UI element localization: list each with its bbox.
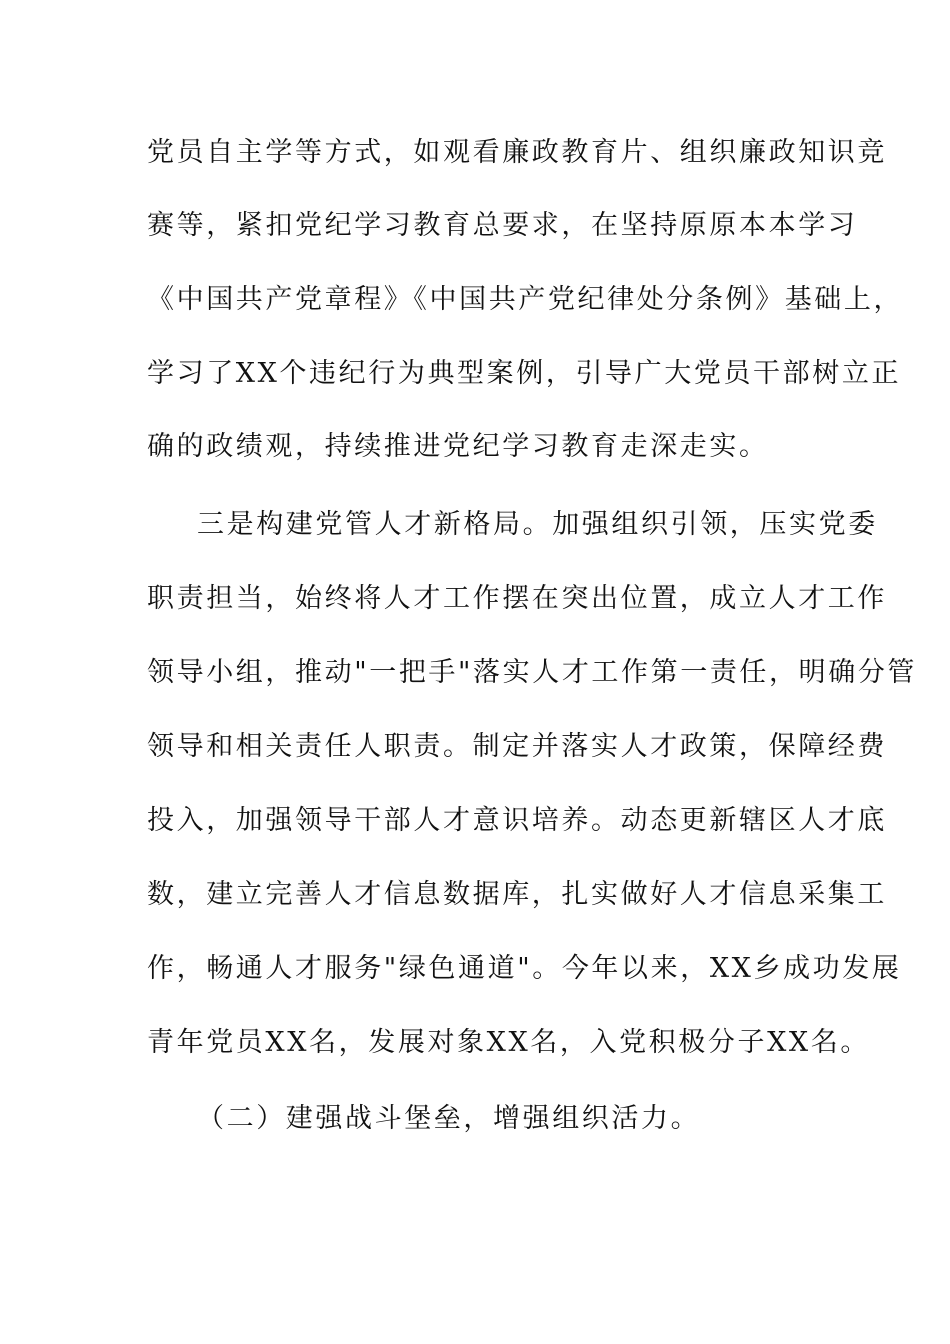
paragraph-line: 党员自主学等方式，如观看廉政教育片、组织廉政知识竞 [147,137,887,168]
paragraph-line: 三是构建党管人才新格局。加强组织引领，压实党委 [197,509,878,540]
paragraph-line: 领导小组，推动"一把手"落实人才工作第一责任，明确分管 [147,657,918,688]
paragraph-line: 投入，加强领导干部人才意识培养。动态更新辖区人才底 [147,805,887,836]
section-heading: （二）建强战斗堡垒，增强组织活力。 [197,1103,701,1134]
paragraph-line: 《中国共产党章程》《中国共产党纪律处分条例》基础上， [147,284,904,315]
paragraph-line: 领导和相关责任人职责。制定并落实人才政策，保障经费 [147,731,887,762]
paragraph-line: 青年党员XX名，发展对象XX名，入党积极分子XX名。 [147,1027,870,1058]
paragraph-line: 数，建立完善人才信息数据库，扎实做好人才信息采集工 [147,879,887,910]
paragraph-line: 作，畅通人才服务"绿色通道"。今年以来，XX乡成功发展 [147,953,902,984]
paragraph-line: 确的政绩观，持续推进党纪学习教育走深走实。 [147,431,769,462]
paragraph-line: 赛等，紧扣党纪学习教育总要求，在坚持原原本本学习 [147,210,858,241]
paragraph-line: 职责担当，始终将人才工作摆在突出位置，成立人才工作 [147,583,887,614]
paragraph-line: 学习了XX个违纪行为典型案例，引导广大党员干部树立正 [147,358,902,389]
